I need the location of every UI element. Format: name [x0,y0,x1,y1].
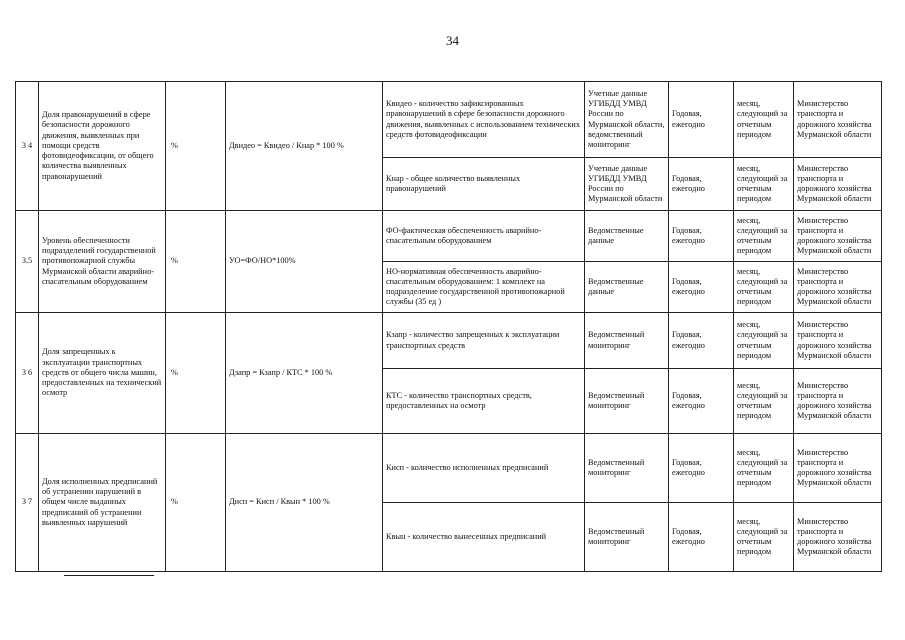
responsible: Министерство транспорта и дорожного хозяйства Мурманской области [794,262,882,313]
data-source: Ведомственный мониторинг [585,313,669,369]
row-number: 3.5 [16,211,39,313]
data-source: Ведомственный мониторинг [585,503,669,572]
formula: Дзапр = Кзапр / КТС * 100 % [226,313,383,434]
frequency: Годовая, ежегодно [669,434,734,503]
data-source: Ведомственные данные [585,262,669,313]
row-number: 3 7 [16,434,39,572]
table-row [16,82,882,158]
data-source: Ведомственный мониторинг [585,369,669,434]
unit: % [166,211,226,313]
term: месяц, следующий за отчетным периодом [734,503,794,572]
formula: Двидео = Квидео / Кнар * 100 % [226,82,383,211]
frequency: Годовая, ежегодно [669,211,734,262]
indicator-name: Доля исполненных предписаний об устранении нарушений в общем числе выданных предписаний об устранении выявленных нарушений [39,434,166,572]
responsible: Министерство транспорта и дорожного хозяйства Мурманской области [794,434,882,503]
data-source: Ведомственный мониторинг [585,434,669,503]
formula: УО=ФО/НО*100% [226,211,383,313]
footnote-divider [64,575,154,576]
variable-description: Квидео - количество зафиксированных правонарушений в сфере безопасности дорожного движения, выявленных с использованием технических средств фотовидеофиксации [383,82,585,158]
variable-description: Кнар - общее количество выявленных правонарушений [383,158,585,211]
unit: % [166,434,226,572]
indicator-name: Доля правонарушений в сфере безопасности дорожного движения, выявленных при помощи средств фотовидеофиксации, от общего количества выявленных правонарушений [39,82,166,211]
row-number: 3 4 [16,82,39,211]
table-row [16,313,882,369]
term: месяц, следующий за отчетным периодом [734,158,794,211]
unit: % [166,82,226,211]
frequency: Годовая, ежегодно [669,369,734,434]
term: месяц, следующий за отчетным периодом [734,369,794,434]
variable-description: Квын - количество вынесенных предписаний [383,503,585,572]
indicators-table [15,81,882,572]
responsible: Министерство транспорта и дорожного хозяйства Мурманской области [794,503,882,572]
formula: Дисп = Кисп / Квын * 100 % [226,434,383,572]
frequency: Годовая, ежегодно [669,313,734,369]
variable-description: ФО-фактическая обеспеченность аварийно-спасательным оборудованием [383,211,585,262]
responsible: Министерство транспорта и дорожного хозяйства Мурманской области [794,82,882,158]
responsible: Министерство транспорта и дорожного хозяйства Мурманской области [794,313,882,369]
table-row [16,211,882,262]
variable-description: Кзапр - количество запрещенных к эксплуатации транспортных средств [383,313,585,369]
data-source: Ведомственные данные [585,211,669,262]
frequency: Годовая, ежегодно [669,82,734,158]
variable-description: НО-нормативная обеспеченность аварийно-спасательным оборудованием: 1 комплект на подразделение государственной противопожарной службы (35 ед ) [383,262,585,313]
data-source: Учетные данные УГИБДД УМВД России по Мурманской области, ведомственный мониторинг [585,82,669,158]
term: месяц, следующий за отчетным периодом [734,434,794,503]
page-number: 34 [446,33,459,48]
indicator-name: Уровень обеспеченности подразделений государственной противопожарной службы Мурманской области аварийно-спасательным оборудованием [39,211,166,313]
variable-description: Кисп - количество исполненных предписаний [383,434,585,503]
term: месяц, следующий за отчетным периодом [734,211,794,262]
responsible: Министерство транспорта и дорожного хозяйства Мурманской области [794,369,882,434]
term: месяц, следующий за отчетным периодом [734,313,794,369]
unit: % [166,313,226,434]
responsible: Министерство транспорта и дорожного хозяйства Мурманской области [794,158,882,211]
data-source: Учетные данные УГИБДД УМВД России по Мурманской области [585,158,669,211]
term: месяц, следующий за отчетным периодом [734,82,794,158]
frequency: Годовая, ежегодно [669,262,734,313]
indicator-name: Доля запрещенных к эксплуатации транспортных средств от общего числа машин, предоставленных на технический осмотр [39,313,166,434]
variable-description: КТС - количество транспортных средств, предоставленных на осмотр [383,369,585,434]
responsible: Министерство транспорта и дорожного хозяйства Мурманской области [794,211,882,262]
term: месяц, следующий за отчетным периодом [734,262,794,313]
row-number: 3 6 [16,313,39,434]
frequency: Годовая, ежегодно [669,503,734,572]
frequency: Годовая, ежегодно [669,158,734,211]
table-row [16,434,882,503]
